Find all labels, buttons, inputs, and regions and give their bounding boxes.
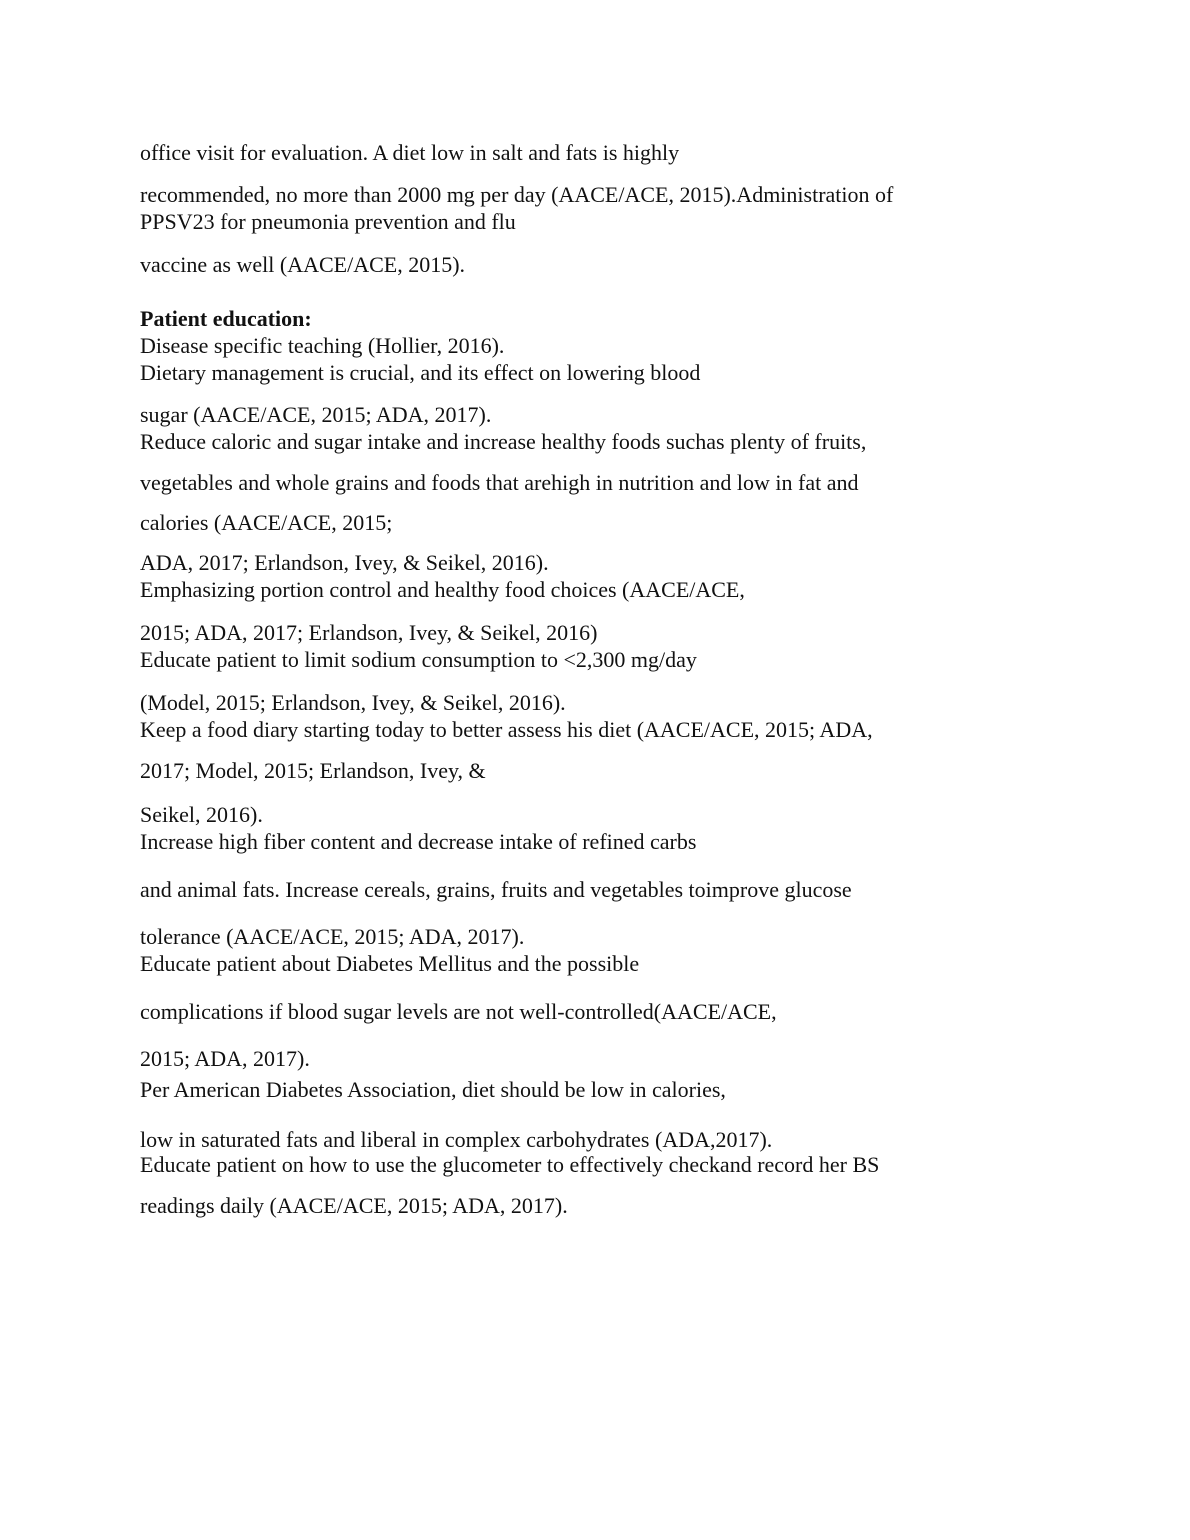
text-line: Dietary management is crucial, and its effect on lowering blood [140,360,701,385]
text-line: vegetables and whole grains and foods that arehigh in nutrition and low in fat and [140,470,859,495]
text-line: Per American Diabetes Association, diet should be low in calories, [140,1077,726,1102]
text-line: Emphasizing portion control and healthy food choices (AACE/ACE, [140,577,745,602]
text-line: complications if blood sugar levels are not well-controlled(AACE/ACE, [140,999,777,1024]
text-line: recommended, no more than 2000 mg per day (AACE/ACE, 2015).Administration of [140,182,894,207]
text-line: Educate patient on how to use the glucometer to effectively checkand record her BS [140,1152,880,1177]
text-line: and animal fats. Increase cereals, grains, fruits and vegetables toimprove glucose [140,877,852,902]
text-line: tolerance (AACE/ACE, 2015; ADA, 2017). [140,924,525,949]
section-heading: Patient education: [140,306,312,331]
text-line: vaccine as well (AACE/ACE, 2015). [140,252,466,277]
text-line: calories (AACE/ACE, 2015; [140,510,393,535]
text-line: Keep a food diary starting today to better assess his diet (AACE/ACE, 2015; ADA, [140,717,873,742]
text-line: PPSV23 for pneumonia prevention and flu [140,209,516,234]
text-line: 2017; Model, 2015; Erlandson, Ivey, & [140,758,486,783]
text-line: Educate patient to limit sodium consumption to <2,300 mg/day [140,647,697,672]
text-line: sugar (AACE/ACE, 2015; ADA, 2017). [140,402,492,427]
text-line: Educate patient about Diabetes Mellitus and the possible [140,951,640,976]
text-line: (Model, 2015; Erlandson, Ivey, & Seikel, 2016). [140,690,566,715]
text-line: low in saturated fats and liberal in complex carbohydrates (ADA,2017). [140,1127,773,1152]
text-line: 2015; ADA, 2017; Erlandson, Ivey, & Seikel, 2016) [140,620,598,645]
text-line: ADA, 2017; Erlandson, Ivey, & Seikel, 2016). [140,550,549,575]
text-line: Seikel, 2016). [140,802,263,827]
text-line: Increase high fiber content and decrease intake of refined carbs [140,829,697,854]
text-line: Disease specific teaching (Hollier, 2016). [140,333,505,358]
text-line: Reduce caloric and sugar intake and increase healthy foods suchas plenty of fruits, [140,429,867,454]
text-line: office visit for evaluation. A diet low in salt and fats is highly [140,140,680,165]
text-line: 2015; ADA, 2017). [140,1046,310,1071]
text-line: readings daily (AACE/ACE, 2015; ADA, 2017). [140,1193,568,1218]
